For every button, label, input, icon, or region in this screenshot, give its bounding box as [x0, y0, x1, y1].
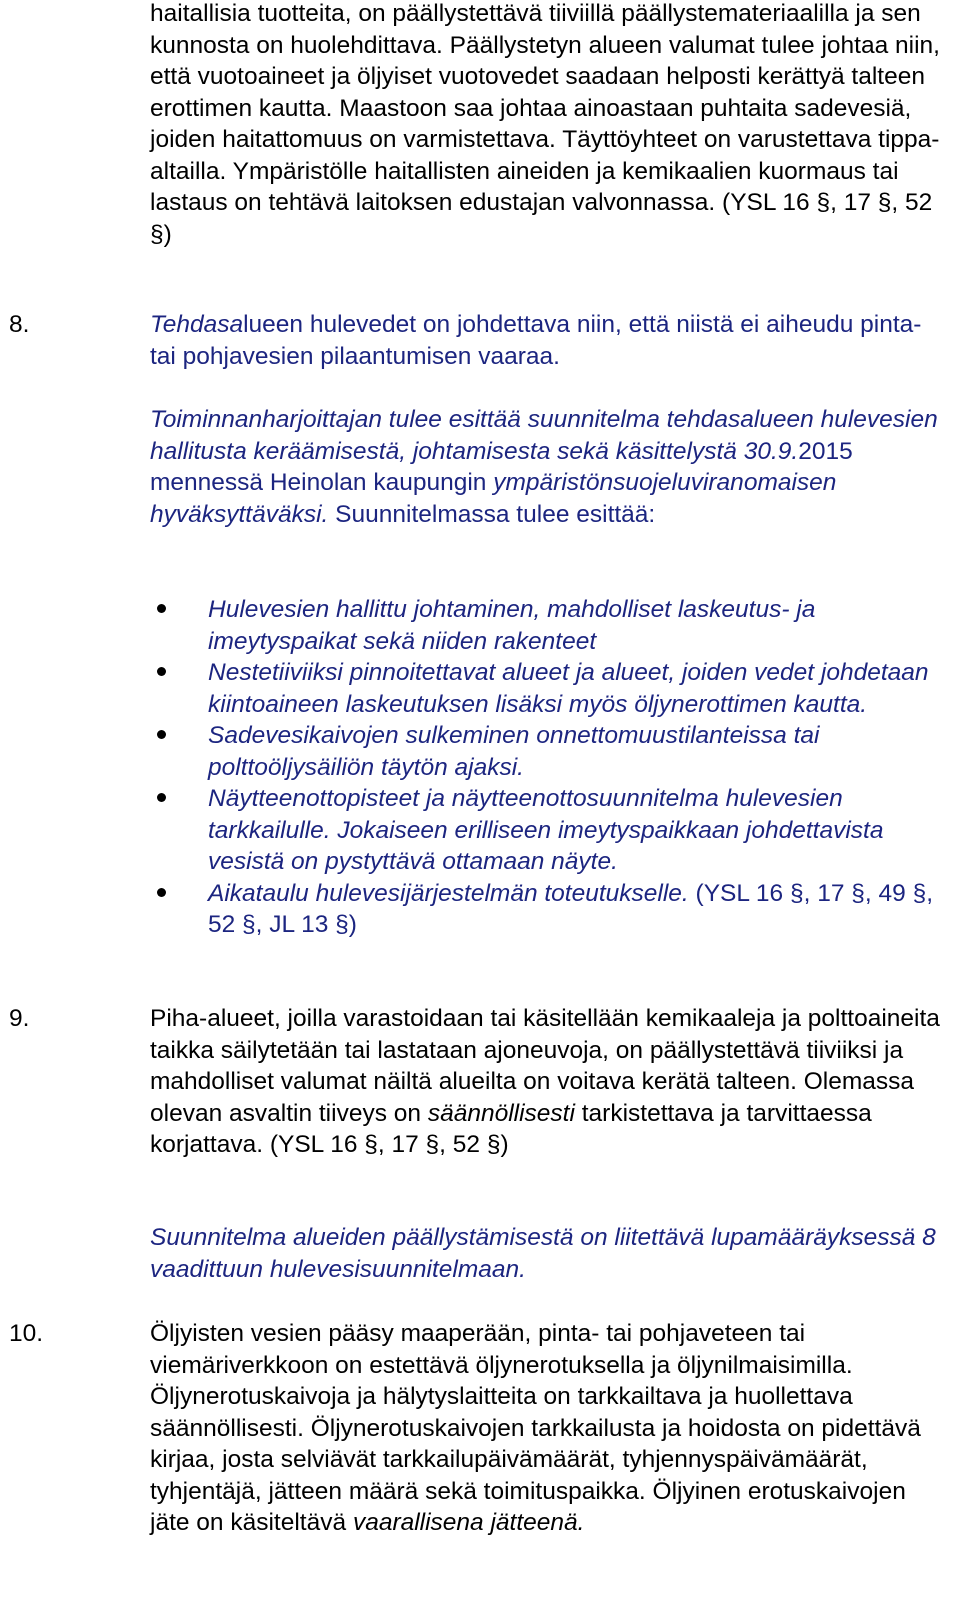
item-8-text: [150, 309, 950, 372]
bullet-icon: [157, 667, 166, 676]
plan-intro-italic: Toiminnanharjoittajan tulee esittää suunnitelma tehdasalueen hulevesien hallitusta keräämisestä, johtamisesta sekä käsittelystä 30.9.: [150, 406, 938, 465]
plan-intro-normal: 2015 mennessä Heinolan kaupungin: [150, 437, 853, 496]
item-8-plan-intro: [150, 404, 950, 530]
list-item: Hulevesien hallittu johtaminen, mahdolliset laskeutus- ja imeytyspaikat sekä niiden rakenteet: [150, 594, 950, 657]
bullet-icon: [157, 730, 166, 739]
item-number-9: 9.: [9, 1005, 30, 1032]
item-9-note: Suunnitelma alueiden päällystämisestä on liitettävä lupamääräyksessä 8 vaadittuun hulevesisuunnitelmaan.: [150, 1224, 936, 1283]
item-10-text: Öljyisten vesien pääsy maaperään, pinta- tai pohjaveteen tai viemäriverkkoon on estettävä öljynerotuksella ja öljynilmaisimilla. Öljynerotuskaivoja ja hälytyslaitteita on tarkkailtava ja huollettava säännöllisesti. Öljynerotuskaivojen tarkkailusta ja hoidosta on pidettävä kirjaa, josta selviävät tarkkailupäivämäärät, tyhjennyspäivämäärät, tyhjentäjä, jätteen määrä sekä toimituspaikka. Öljyinen erotuskaivojen jäte on käsiteltävä vaarallisena jätteenä.: [150, 1320, 921, 1536]
list-item: Aikataulu hulevesijärjestelmän toteutukselle. (YSL 16 §, 17 §, 49 §, 52 §, JL 13 §): [150, 878, 950, 941]
list-item: Sadevesikaivojen sulkeminen onnettomuustilanteissa tai polttoöljysäiliön täytön ajaksi.: [150, 720, 950, 783]
list-item: Näytteenottopisteet ja näytteenottosuunnitelma hulevesien tarkkailulle. Jokaiseen erilliseen imeytyspaikkaan johdettavista vesistä on pystyttävä ottamaan näyte.: [150, 783, 950, 878]
item-number-8: 8.: [9, 311, 30, 338]
paragraph-continuation: haitallisia tuotteita, on päällystettävä tiiviillä päällystemateriaalilla ja sen kunnosta on huolehdittava. Päällystetyn alueen valumat tulee johtaa niin, että vuotoaineet ja öljyiset vuotovedet saadaan helposti kerättyä talteen erottimen kautta. Maastoon saa johtaa ainoastaan puhtaita sadevesiä, joiden haitattomuus on varmistettava. Täyttöyhteet on varustettava tippa-altailla. Ympäristölle haitallisten aineiden ja kemikaalien kuormaus tai lastaus on tehtävä laitoksen edustajan valvonnassa. (YSL 16 §, 17 §, 52 §): [150, 0, 940, 248]
plan-intro-italic2: ympäristönsuojeluviranomaisen hyväksyttäväksi.: [150, 469, 837, 528]
plan-intro-tail: Suunnitelmassa tulee esittää:: [328, 500, 656, 528]
item-8-italic: Tehdasa: [150, 311, 244, 338]
plan-requirements-list: [150, 594, 950, 941]
list-item: Nestetiiviiksi pinnoitettavat alueet ja alueet, joiden vedet johdetaan kiintoaineen laskeutuksen lisäksi myös öljynerottimen kautta.: [150, 657, 950, 720]
bullet-icon: [157, 888, 166, 897]
bullet-icon: [157, 604, 166, 613]
item-8-rest: lueen hulevedet on johdettava niin, että niistä ei aiheudu pinta- tai pohjavesien pilaantumisen vaaraa.: [150, 311, 922, 370]
item-9-text: Piha-alueet, joilla varastoidaan tai käsitellään kemikaaleja ja polttoaineita taikka säilytetään tai lastataan ajoneuvoja, on päällystettävä tiiviiksi ja mahdolliset valumat näiltä alueilta on voitava kerätä talteen. Olemassa olevan asvaltin tiiveys on säännöllisesti tarkistettava ja tarvittaessa korjattava. (YSL 16 §, 17 §, 52 §): [150, 1005, 940, 1158]
bullet-icon: [157, 793, 166, 802]
item-number-10: 10.: [9, 1320, 44, 1347]
